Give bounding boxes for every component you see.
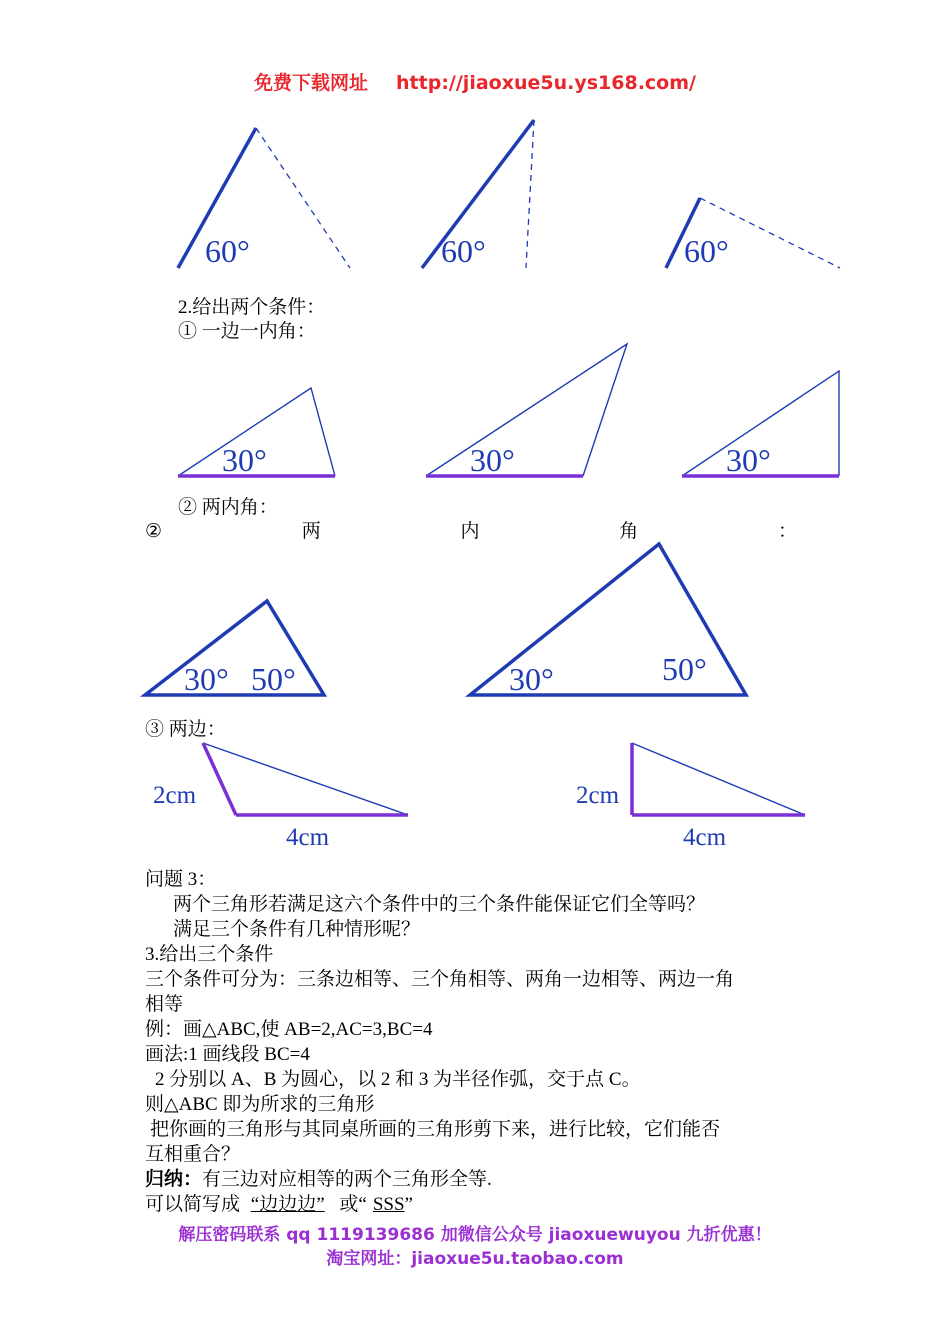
angle-label-a: 30° [509,661,554,697]
compare-line2: 互相重合？ [145,1144,241,1165]
question3-line1: 两个三角形若满足这六个条件中的三个条件能保证它们全等吗？ [173,894,706,915]
two-side-triangle-2 [576,743,805,851]
case2-spread-line [145,520,797,544]
angle-label: 60° [205,233,250,269]
question3-line2: 满足三个条件有几种情形呢？ [173,919,421,940]
angle-label-b: 50° [662,651,707,687]
method-step3: 则△ABC 即为所求的三角形 [145,1094,375,1115]
spread-char: 角 [619,521,639,542]
section3-title: 3.给出三个条件 [145,944,274,965]
angle-label: 30° [222,442,267,478]
question3-title: 问题 3： [145,869,217,890]
spread-char: 两 [301,521,321,542]
side-angle-triangle-1 [178,388,335,478]
section3-line1: 三个条件可分为：三条边相等、三个角相等、两角一边相等、两边一角 [145,969,735,990]
shorthand-end: ” [404,1194,413,1215]
section3-line1b: 相等 [145,994,184,1015]
summary-line [145,1168,492,1192]
side-angle-triangle-2 [426,344,627,478]
angle-label: 60° [441,233,486,269]
spread-char: ② [145,521,163,542]
two-angle-triangle-1 [145,601,324,697]
example-line: 例：画△ABC,使 AB=2,AC=3,BC=4 [145,1019,433,1040]
header-url[interactable]: http://jiaoxue5u.ys168.com/ [396,72,696,94]
case3-label: ③ 两边： [145,719,226,740]
case2-label: ② 两内角： [178,497,278,518]
footer-shop-url[interactable]: 淘宝网址：jiaoxue5u.taobao.com [326,1249,624,1269]
angle-figure-2 [422,120,534,269]
method-step2: 2 分别以 A、B 为圆心，以 2 和 3 为半径作弧，交于点 C。 [155,1069,641,1090]
shorthand-sss: SSS [372,1194,405,1215]
angle-label-b: 50° [251,661,296,697]
side-label-short: 2cm [576,782,620,809]
side-angle-triangle-3 [682,371,839,478]
angle-label: 30° [470,442,515,478]
angle-label: 60° [684,233,729,269]
footer-contact: 解压密码联系 qq 1119139686 加微信公众号 jiaoxuewuyou 九折优惠！ [178,1225,772,1245]
shorthand-mid: 或“ [339,1194,367,1215]
side-label-long: 4cm [683,824,727,851]
spread-char: ： [777,521,797,542]
angle-figure-3 [666,198,840,269]
summary-text: 有三边对应相等的两个三角形全等. [202,1169,492,1190]
two-side-triangle-1 [153,743,408,851]
side-label-short: 2cm [153,782,197,809]
case1-label: ① 一边一内角： [178,321,316,342]
side-label-long: 4cm [286,824,330,851]
header-title: 免费下载网址 [254,72,369,94]
two-angle-triangle-2 [470,544,746,697]
shorthand-prefix: 可以简写成 [145,1194,241,1215]
angle-label-a: 30° [184,661,229,697]
shorthand-line [145,1193,413,1217]
shorthand-chinese: “边边边” [250,1194,325,1215]
spread-char: 内 [460,521,480,542]
section2-title: 2.给出两个条件： [178,297,326,318]
summary-label: 归纳： [145,1169,203,1190]
method-step1: 画法:1 画线段 BC=4 [145,1044,310,1065]
angle-label: 30° [726,442,771,478]
compare-line1: 把你画的三角形与其同桌所画的三角形剪下来，进行比较，它们能否 [150,1119,721,1140]
angle-figure-1 [178,128,350,269]
